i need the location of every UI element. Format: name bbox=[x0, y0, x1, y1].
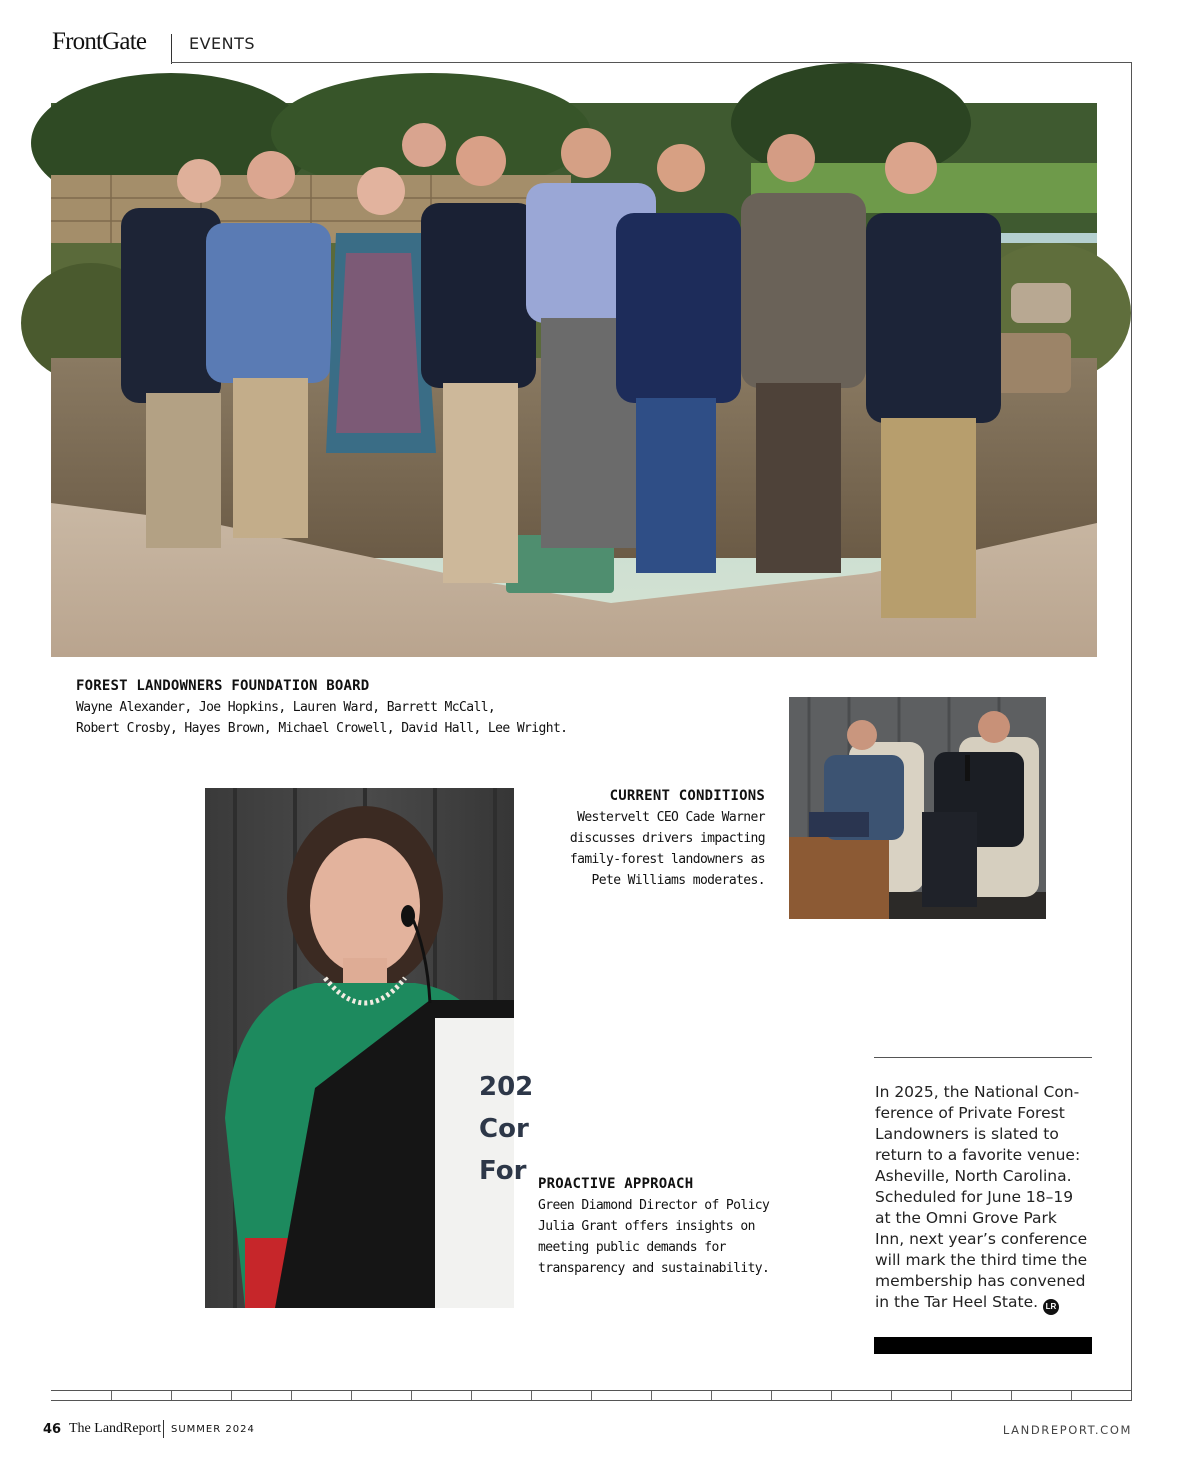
sidebar-line: at the Omni Grove Park bbox=[875, 1209, 1057, 1227]
ruler-tick bbox=[231, 1391, 232, 1400]
ruler-tick bbox=[891, 1391, 892, 1400]
bottom-ruler bbox=[51, 1390, 1132, 1401]
sidebar-top-rule bbox=[874, 1057, 1092, 1058]
right-margin-rule bbox=[1131, 62, 1132, 1400]
group-photo bbox=[51, 103, 1097, 657]
header-rule bbox=[171, 62, 1132, 63]
speaker-photo bbox=[205, 788, 534, 1308]
panel-photo bbox=[789, 697, 1046, 919]
ruler-tick bbox=[711, 1391, 712, 1400]
ruler-tick bbox=[831, 1391, 832, 1400]
sidebar-line: ference of Private Forest bbox=[875, 1104, 1065, 1122]
sidebar-line: membership has convened bbox=[875, 1272, 1086, 1290]
sidebar-line-last bbox=[875, 1292, 1097, 1315]
page-number: 46 bbox=[43, 1422, 62, 1437]
footer-divider bbox=[163, 1420, 164, 1438]
sidebar-text bbox=[875, 1082, 1097, 1315]
ruler-tick bbox=[771, 1391, 772, 1400]
proactive-caption-line: Green Diamond Director of Policy bbox=[538, 1198, 770, 1213]
ruler-tick bbox=[471, 1391, 472, 1400]
header-divider bbox=[171, 34, 172, 64]
conditions-caption-line: Westervelt CEO Cade Warner bbox=[577, 810, 765, 825]
website-link[interactable]: LANDREPORT.COM bbox=[1002, 1423, 1132, 1437]
sidebar-line: in the Tar Heel State. bbox=[875, 1293, 1039, 1311]
sidebar-line: Inn, next year’s conference bbox=[875, 1230, 1088, 1248]
ruler-tick bbox=[171, 1391, 172, 1400]
ruler-tick bbox=[1071, 1391, 1072, 1400]
ruler-tick bbox=[651, 1391, 652, 1400]
sidebar-line: Landowners is slated to bbox=[875, 1125, 1059, 1143]
conditions-caption-line: Pete Williams moderates. bbox=[591, 873, 765, 888]
sidebar-line: return to a favorite venue: bbox=[875, 1146, 1081, 1164]
podium-sign-line: 202 bbox=[479, 1072, 534, 1102]
sidebar-line: Asheville, North Carolina. bbox=[875, 1167, 1072, 1185]
proactive-caption-line: transparency and sustainability. bbox=[538, 1261, 770, 1276]
conditions-caption-body bbox=[560, 807, 765, 891]
proactive-caption-body bbox=[538, 1195, 778, 1279]
board-caption-title: FOREST LANDOWNERS FOUNDATION BOARD bbox=[76, 678, 370, 694]
board-caption-line: Wayne Alexander, Joe Hopkins, Lauren Ward, Barrett McCall, bbox=[76, 700, 496, 715]
sidebar-bottom-bar bbox=[874, 1337, 1092, 1354]
ruler-tick bbox=[951, 1391, 952, 1400]
board-caption-line: Robert Crosby, Hayes Brown, Michael Crowell, David Hall, Lee Wright. bbox=[76, 721, 568, 736]
board-caption-body bbox=[76, 697, 696, 739]
section-label: EVENTS bbox=[189, 34, 256, 53]
ruler-tick bbox=[531, 1391, 532, 1400]
conditions-caption-title: CURRENT CONDITIONS bbox=[609, 788, 765, 804]
issue-label: SUMMER 2024 bbox=[171, 1424, 255, 1435]
end-mark-icon: LR bbox=[1043, 1299, 1059, 1315]
ruler-tick bbox=[351, 1391, 352, 1400]
ruler-tick bbox=[1011, 1391, 1012, 1400]
conditions-caption-line: family-forest landowners as bbox=[569, 852, 765, 867]
proactive-caption-title: PROACTIVE APPROACH bbox=[538, 1176, 694, 1192]
sidebar-line: Scheduled for June 18–19 bbox=[875, 1188, 1074, 1206]
magazine-name: The LandReport bbox=[69, 1421, 162, 1436]
ruler-tick bbox=[411, 1391, 412, 1400]
podium-sign-line: For bbox=[479, 1156, 527, 1186]
proactive-caption-line: meeting public demands for bbox=[538, 1240, 726, 1255]
ruler-tick bbox=[111, 1391, 112, 1400]
podium-sign-line: Cor bbox=[479, 1114, 529, 1144]
ruler-tick bbox=[291, 1391, 292, 1400]
conditions-caption-line: discusses drivers impacting bbox=[569, 831, 765, 846]
brand-logo: FrontGate bbox=[52, 28, 147, 55]
podium-sign bbox=[479, 1066, 533, 1192]
proactive-caption-line: Julia Grant offers insights on bbox=[538, 1219, 755, 1234]
sidebar-line: In 2025, the National Con- bbox=[875, 1083, 1080, 1101]
sidebar-line: will mark the third time the bbox=[875, 1251, 1088, 1269]
ruler-tick bbox=[591, 1391, 592, 1400]
